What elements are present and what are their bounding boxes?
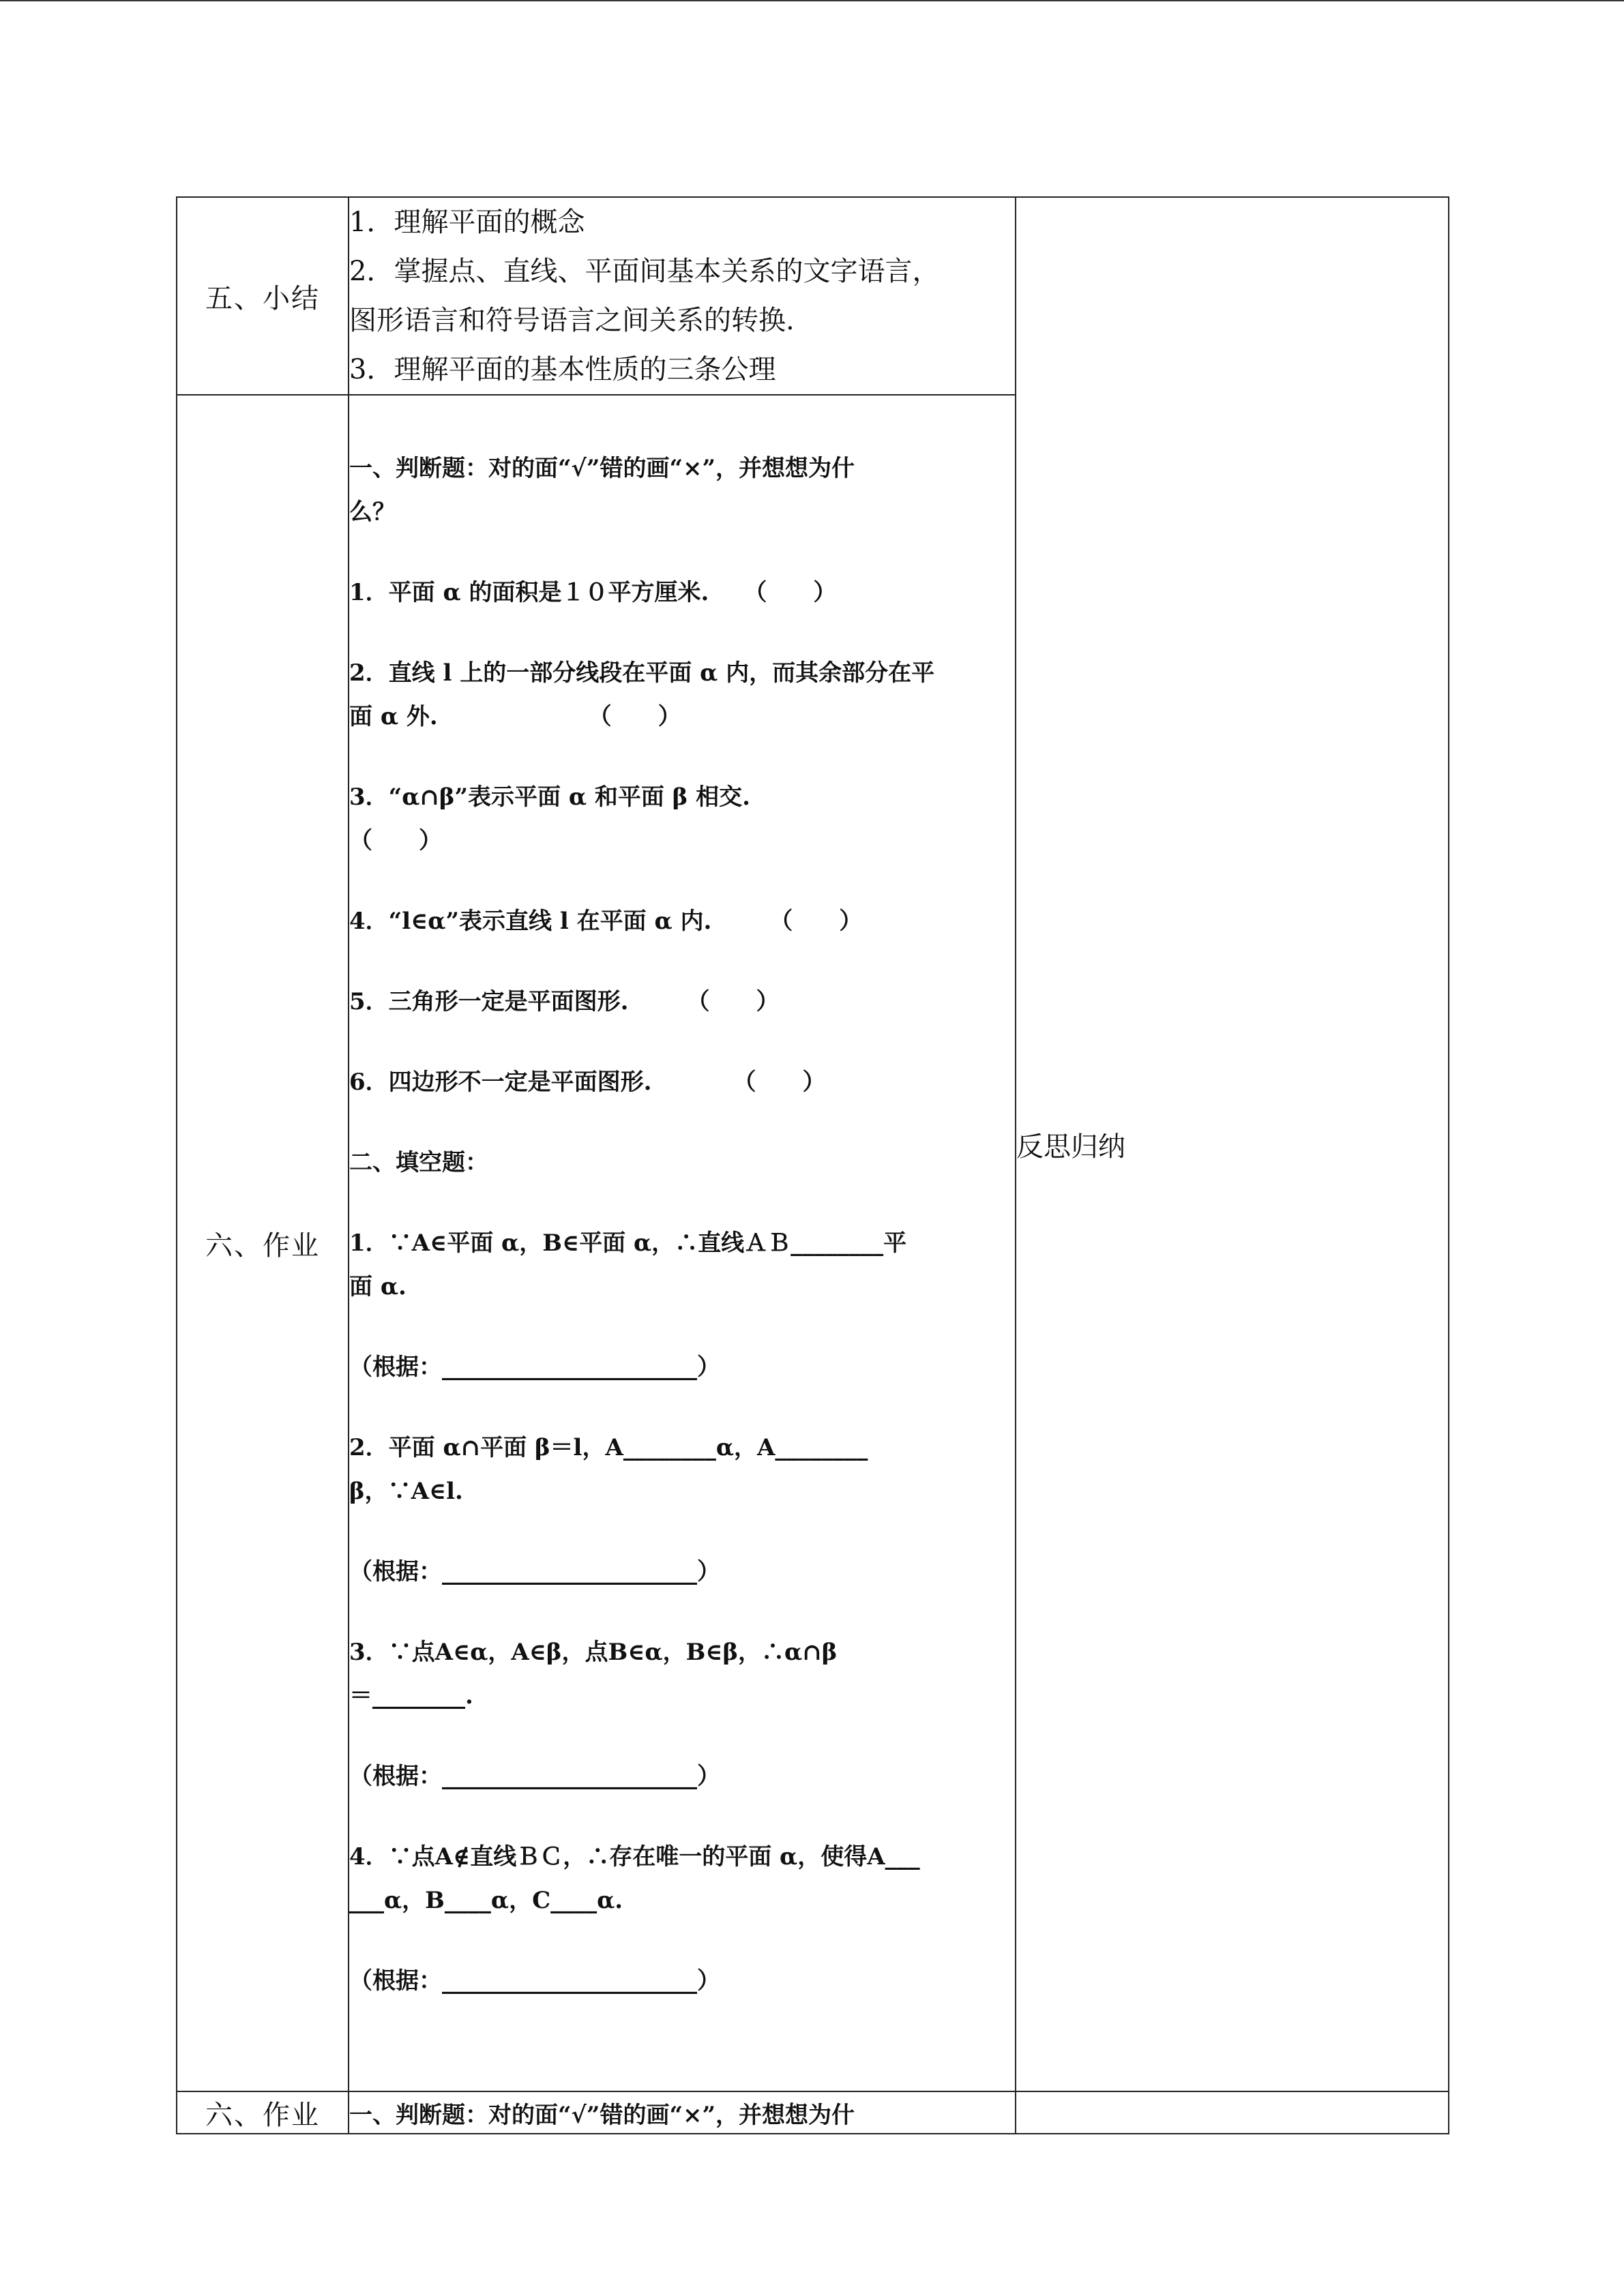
fill-item-3: 3．∵点A∈α，A∈β，点B∈α，B∈β，∴α∩β ＝________. bbox=[349, 1639, 838, 1710]
reflection-cell: 反思归纳 bbox=[1016, 197, 1449, 2091]
judge-item-4: 4．“l∈α”表示直线 l 在平面 α 内. （ ） bbox=[349, 908, 863, 935]
fill-item-3-basis: （根据：______________________） bbox=[349, 1763, 720, 1790]
homework-label: 六、作业 bbox=[177, 395, 349, 2091]
summary-item-1: 1．理解平面的概念 bbox=[349, 207, 585, 238]
lesson-table bbox=[176, 196, 1449, 2134]
summary-item-2: 2．掌握点、直线、平面间基本关系的文字语言， bbox=[349, 256, 940, 287]
judge-item-1: 1．平面 α 的面积是１０平方厘米. （ ） bbox=[349, 579, 837, 606]
homework-repeat-text: 一、判断题：对的面“√”错的画“×”，并想想为什 bbox=[349, 2091, 1016, 2134]
fill-item-1-basis: （根据：______________________） bbox=[349, 1354, 720, 1381]
fill-item-1: 1．∵A∈平面 α，B∈平面 α，∴直线ＡＢ________平 面 α. bbox=[349, 1229, 907, 1300]
summary-content bbox=[349, 197, 1016, 395]
fill-title: 二、填空题： bbox=[349, 1149, 488, 1176]
judge-item-6: 6．四边形不一定是平面图形. （ ） bbox=[349, 1069, 826, 1096]
summary-label: 五、小结 bbox=[177, 197, 349, 395]
fill-item-2-basis: （根据：______________________） bbox=[349, 1558, 720, 1585]
homework-repeat-row bbox=[177, 2091, 1449, 2134]
judge-item-3: 3．“α∩β”表示平面 α 和平面 β 相交. （ ） bbox=[349, 784, 750, 854]
summary-row bbox=[177, 197, 1449, 395]
fill-item-4: 4．∵点A∉直线ＢＣ，∴存在唯一的平面 α，使得A___ ___α，B____α，C____α. bbox=[349, 1843, 920, 1914]
page-top-border bbox=[0, 0, 1624, 1]
summary-item-2-cont: 图形语言和符号语言之间关系的转换. bbox=[349, 305, 795, 336]
homework-repeat-label: 六、作业 bbox=[177, 2091, 349, 2134]
homework-repeat-empty bbox=[1016, 2091, 1449, 2134]
fill-item-4-basis: （根据：______________________） bbox=[349, 1967, 720, 1995]
judge-title: 一、判断题：对的面“√”错的画“×”，并想想为什 么？ bbox=[349, 455, 855, 526]
judge-item-5: 5．三角形一定是平面图形. （ ） bbox=[349, 988, 780, 1015]
homework-content bbox=[349, 395, 1016, 2091]
fill-item-2: 2．平面 α∩平面 β＝l，A________α，A________ β，∵A∈l. bbox=[349, 1434, 868, 1505]
summary-item-3: 3．理解平面的基本性质的三条公理 bbox=[349, 354, 776, 385]
judge-item-2: 2．直线 l 上的一部分线段在平面 α 内，而其余部分在平 面 α 外. （ ） bbox=[349, 659, 935, 730]
